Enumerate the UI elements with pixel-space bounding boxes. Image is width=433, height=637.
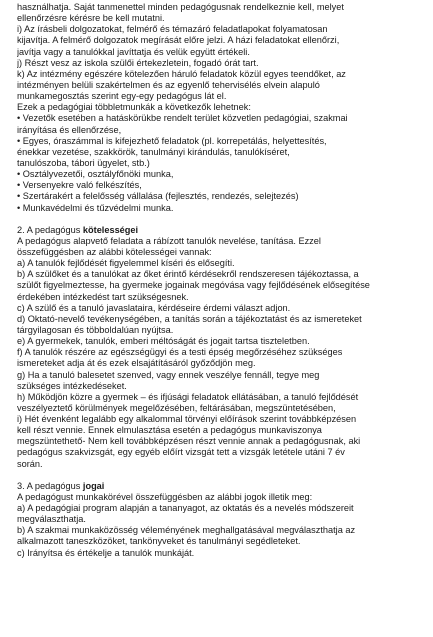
rights-text-block xyxy=(17,492,423,559)
heading-bold: kötelességei xyxy=(82,224,139,235)
text-line: tanulószoba, tábori ügyelet, stb.) xyxy=(17,157,150,168)
text-line: szülőt figyelmeztesse, ha gyermeke jogainak megóvása vagy fejlődésének elősegítése xyxy=(17,280,370,291)
heading-prefix: 2. A pedagógus xyxy=(17,224,83,235)
text-line: szükséges intézkedéseket. xyxy=(17,380,127,391)
text-line: b) A szülőket és a tanulókat az őket érintő kérdésekről rendszeresen tájékoztassa, a xyxy=(17,269,359,280)
heading-bold: jogai xyxy=(82,480,105,491)
text-line: alkalmazott taneszközöket, tankönyveket és tanulmányi segédleteket. xyxy=(17,536,301,547)
spacer xyxy=(17,470,423,481)
text-line: i) Az írásbeli dolgozatokat, felmérő és témazáró feladatlapokat folyamatosan xyxy=(17,24,328,35)
text-line: e) A gyermekek, tanulók, emberi méltóságát és jogait tartsa tiszteletben. xyxy=(17,336,310,347)
text-line: ellenőrzésre kérésre be kell mutatni. xyxy=(17,13,165,24)
regulation-text-block xyxy=(17,2,423,214)
text-line: kijavítja. A felmérő dolgozatok megírását előre jelzi. A házi feladatokat ellenőrzi, xyxy=(17,35,340,46)
text-line: • Munkavédelmi és tűzvédelmi munka. xyxy=(17,202,174,213)
text-line: során. xyxy=(17,458,43,469)
text-line: Ezek a pedagógiai többletmunkák a következők lehetnek: xyxy=(17,102,251,113)
text-line: A pedagógust munkakörével összefüggésben az alábbi jogok illetik meg: xyxy=(17,491,313,502)
text-line: intézményen belüli szakértelmen és az egyenlő tehervisélés elvein alapuló xyxy=(17,79,320,90)
text-line: ismereteket adja át és ezek elsajátításáról győződjön meg. xyxy=(17,358,256,369)
text-line: c) A szülő és a tanuló javaslataira, kérdéseire érdemi választ adjon. xyxy=(17,302,291,313)
text-line: h) Működjön közre a gyermek – és ifjúsági feladatok ellátásában, a tanuló fejlődését xyxy=(17,391,359,402)
text-line: • Egyes, óraszámmal is kifejezhető feladatok (pl. korrepetálás, helyettesítés, xyxy=(17,135,327,146)
text-line: A pedagógus alapvető feladata a rábízott tanulók nevelése, tanítása. Ezzel xyxy=(17,235,321,246)
text-line: pedagógus szakvizsgát, egy egyéb előírt vizsgát tett a vizsgák letétele utáni 7 év xyxy=(17,447,345,458)
text-line: g) Ha a tanuló balesetet szenved, vagy ennek veszélye fennáll, tegye meg xyxy=(17,369,320,380)
spacer xyxy=(17,214,423,225)
text-line: a) A tanulók fejlődését figyelemmel kíséri és elősegíti. xyxy=(17,258,235,269)
text-line: • Szertárakért a felelősség vállalása (fejlesztés, rendezés, selejtezés) xyxy=(17,191,299,202)
text-line: megszüntethető- Nem kell továbbképzésen részt vennie annak a pedagógusnak, aki xyxy=(17,436,361,447)
text-line: veszélyeztető körülmények megelőzésében, feltárásában, megszüntetésében, xyxy=(17,402,336,413)
text-line: a) A pedagógiai program alapján a tananyagot, az oktatás és a nevelés módszereit xyxy=(17,503,354,514)
text-line: munkamegosztás szerint egy-egy pedagógus lát el. xyxy=(17,91,227,102)
text-line: használhatja. Saját tanmenettel minden pedagógusnak rendelkeznie kell, melyet xyxy=(17,2,344,12)
text-line: összefüggésben az alábbi kötelességei vannak: xyxy=(17,246,212,257)
text-line: énekkar vezetése, szakkörök, tanulmányi kirándulás, tanulókíséret, xyxy=(17,146,290,157)
text-line: d) Oktató-nevelő tevékenységében, a tanítás során a tájékoztatást és az ismereteket xyxy=(17,313,362,324)
section-heading-duties xyxy=(17,225,423,236)
text-line: c) Irányítsa és értékelje a tanulók munkáját. xyxy=(17,547,195,558)
heading-prefix: 3. A pedagógus xyxy=(17,480,83,491)
text-line: • Vezetők esetében a hatáskörükbe rendelt terület közvetlen pedagógiai, szakmai xyxy=(17,113,348,124)
duties-text-block xyxy=(17,236,423,470)
text-line: érdekében intézkedést tart szükségesnek. xyxy=(17,291,189,302)
text-line: tárgyilagosan és többoldalúan nyújtsa. xyxy=(17,324,174,335)
text-line: i) Hét évenként legalább egy alkalommal törvényi előírások szerint továbbképzésen xyxy=(17,414,357,425)
text-line: f) A tanulók részére az egészségügyi és a testi épség megőrzéséhez szükséges xyxy=(17,347,343,358)
text-line: • Versenyekre való felkészítés, xyxy=(17,180,142,191)
text-line: irányítása és ellenőrzése, xyxy=(17,124,122,135)
section-heading-rights xyxy=(17,481,423,492)
text-line: javítja vagy a tanulókkal javíttatja és velük együtt értékeli. xyxy=(17,46,250,57)
text-line: k) Az intézmény egészére kötelezően háruló feladatok közül egyes teendőket, az xyxy=(17,68,346,79)
text-line: b) A szakmai munkaközösség véleményének meghallgatásával megválaszthatja az xyxy=(17,525,356,536)
text-line: • Osztályvezetői, osztályfőnöki munka, xyxy=(17,169,174,180)
text-line: megválaszthatja. xyxy=(17,514,86,525)
text-line: kell részt vennie. Ennek elmulasztása esetén a pedagógus munkaviszonya xyxy=(17,425,322,436)
text-line: j) Részt vesz az iskola szülői értekezletein, fogadó órát tart. xyxy=(17,57,259,68)
